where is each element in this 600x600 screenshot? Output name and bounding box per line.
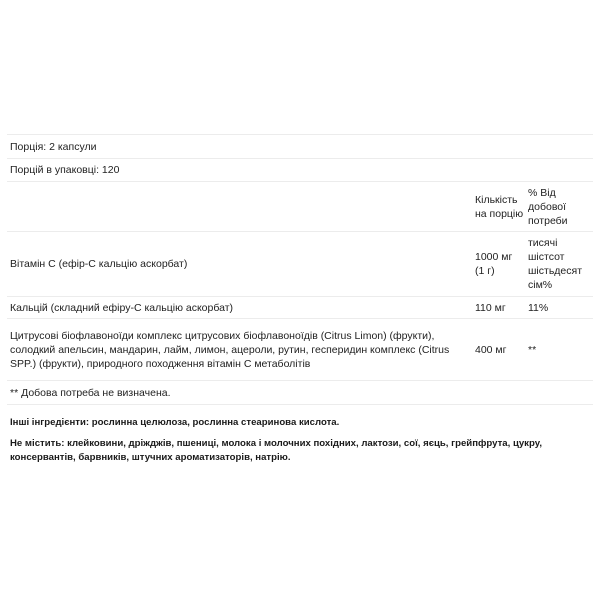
header-daily-value: % Від добової потреби bbox=[528, 186, 568, 227]
nutrient-name: Вітамін С (ефір-С кальцію аскорбат) bbox=[10, 258, 188, 270]
nutrient-amount: 1000 мг (1 г) bbox=[475, 251, 513, 277]
footnote: ** Добова потреба не визначена. bbox=[10, 386, 171, 399]
nutrient-name: Кальцій (складний ефіру-С кальцію аскорбат) bbox=[10, 301, 234, 314]
nutrient-daily-value: 11% bbox=[528, 301, 549, 314]
servings-per-container: Порцій в упаковці: 120 bbox=[10, 164, 120, 176]
header-amount: Кількість на порцію bbox=[475, 193, 524, 220]
nutrient-daily-value: ** bbox=[528, 343, 537, 356]
table-header-row bbox=[7, 182, 593, 232]
nutrient-daily-value: тисячі шістсот шістьдесят сім% bbox=[528, 237, 582, 291]
does-not-contain: Не містить: клейковини, дріжджів, пшениці, молока і молочних похідних, лактози, сої, яєць, грейпфрута, цукру, консервантів, барвників, штучних ароматизаторів, натрію. bbox=[10, 438, 542, 463]
table-row bbox=[7, 319, 593, 381]
nutrient-amount: 110 мг bbox=[475, 301, 506, 314]
nutrient-amount: 400 мг bbox=[475, 343, 507, 356]
supplement-facts-table bbox=[7, 134, 593, 405]
table-row bbox=[7, 297, 593, 319]
serving-size: Порція: 2 капсули bbox=[10, 140, 97, 153]
footnote-row bbox=[7, 381, 593, 405]
servings-per-container-row bbox=[7, 159, 593, 182]
additional-info bbox=[7, 416, 593, 472]
serving-size-row bbox=[7, 135, 593, 159]
table-row bbox=[7, 232, 593, 297]
nutrient-name: Цитрусові біофлавоноїди комплекс цитрусових біофлавоноїдів (Citrus Limon) (фрукти), солодкий апельсин, мандарин, лайм, лимон, ацероли, рутин, гесперидин комплекс (Citrus SPP.) (фрукти), природного походження вітамін С метаболітів bbox=[10, 329, 450, 370]
other-ingredients: Інші інгредієнти: рослинна целюлоза, рослинна стеаринова кислота. bbox=[10, 417, 340, 428]
